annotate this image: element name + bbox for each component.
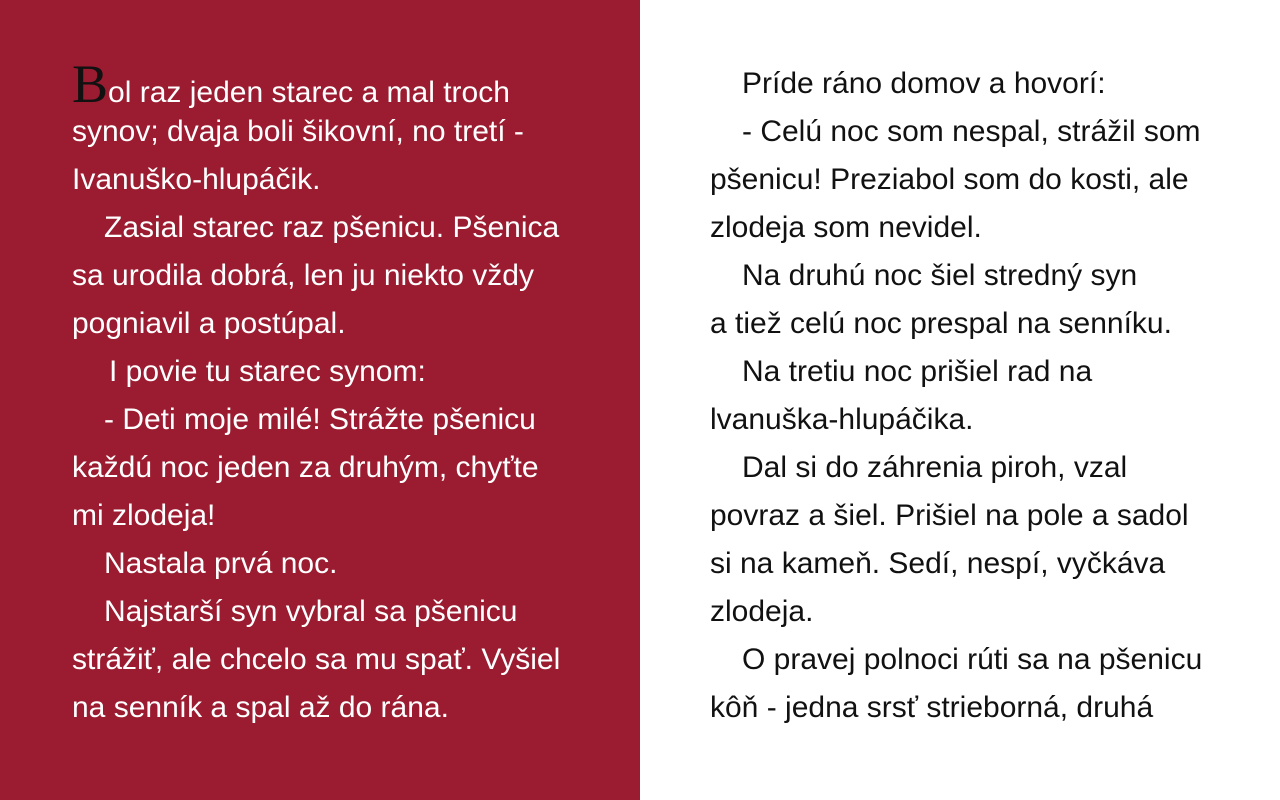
text-line: Najstarší syn vybral sa pšenicu: [104, 595, 518, 628]
text-line: Na druhú noc šiel stredný syn: [742, 259, 1138, 292]
text-line: Na tretiu noc prišiel rad na: [742, 355, 1093, 388]
drop-cap: B: [72, 54, 109, 114]
text-line: - Celú noc som nespal, strážil som: [742, 115, 1201, 148]
text-line: synov; dvaja boli šikovní, no tretí -: [72, 115, 524, 148]
text-line: sa urodila dobrá, len ju niekto vždy: [72, 259, 534, 292]
text-line: Zasial starec raz pšenicu. Pšenica: [104, 211, 560, 244]
text-line: povraz a šiel. Prišiel na pole a sadol: [710, 499, 1189, 532]
text-line: zlodeja som nevidel.: [710, 211, 982, 244]
text-line-content: ol raz jeden starec a mal troch: [108, 76, 510, 109]
text-line: strážiť, ale chcelo sa mu spať. Vyšiel: [72, 643, 561, 676]
text-line: mi zlodeja!: [72, 499, 216, 532]
text-line: kôň - jedna srsť strieborná, druhá: [710, 691, 1154, 724]
text-line: Príde ráno domov a hovorí:: [742, 67, 1106, 100]
text-line: a tiež celú noc prespal na senníku.: [710, 307, 1172, 340]
text-line: každú noc jeden za druhým, chyťte: [72, 451, 539, 484]
text-line: zlodeja.: [710, 595, 814, 628]
text-line: pogniavil a postúpal.: [72, 307, 346, 340]
text-line: Nastala prvá noc.: [104, 547, 338, 580]
text-line: na senník a spal až do rána.: [72, 691, 449, 724]
text-line: lvanuška-hlupáčika.: [710, 403, 974, 436]
text-line: Dal si do záhrenia piroh, vzal: [742, 451, 1128, 484]
text-line: - Deti moje milé! Strážte pšenicu: [104, 403, 536, 436]
text-line: [72, 54, 510, 114]
text-line: I povie tu starec synom:: [109, 355, 426, 388]
text-line: O pravej polnoci rúti sa na pšenicu: [742, 643, 1203, 676]
text-line: si na kameň. Sedí, nespí, vyčkáva: [710, 547, 1166, 580]
text-line: Ivanuško-hlupáčik.: [72, 163, 321, 196]
right-page: [640, 0, 1280, 800]
text-line: pšenicu! Preziabol som do kosti, ale: [710, 163, 1189, 196]
